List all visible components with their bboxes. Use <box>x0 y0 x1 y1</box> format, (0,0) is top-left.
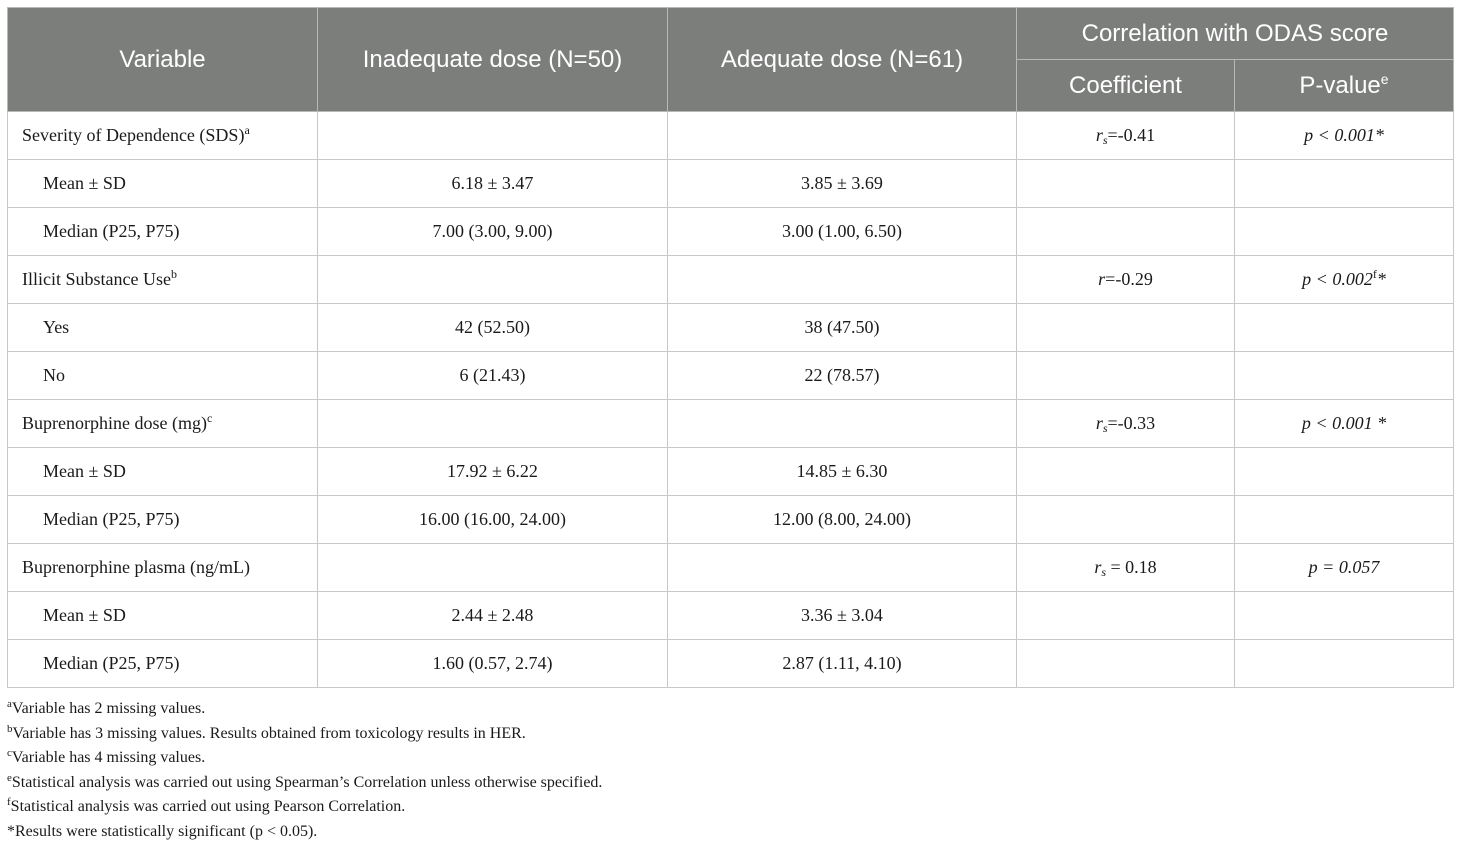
cell-pvalue-empty <box>1235 448 1454 496</box>
variable-footnote-mark: c <box>206 411 213 425</box>
cell-adequate-dose <box>668 256 1017 304</box>
cell-variable <box>8 592 318 640</box>
cell-adequate-dose <box>668 544 1017 592</box>
footnote <box>7 697 602 722</box>
pvalue-text: p < 0.002 <box>1302 269 1373 289</box>
cell-pvalue-empty <box>1235 304 1454 352</box>
pvalue-text: p < 0.001 <box>1301 413 1378 433</box>
cell-coefficient <box>1017 544 1235 592</box>
variable-label: Mean ± SD <box>43 461 126 481</box>
cell-pvalue-empty <box>1235 496 1454 544</box>
table-row-variable <box>8 112 1454 160</box>
cell-inadequate-dose: 6.18 ± 3.47 <box>318 160 668 208</box>
cell-pvalue-empty <box>1235 160 1454 208</box>
footnote-text: Statistical analysis was carried out using Spearman’s Correlation unless otherwise specified. <box>11 773 603 791</box>
table-row-statistic <box>8 352 1454 400</box>
coefficient-value: =-0.41 <box>1107 125 1156 145</box>
coefficient-symbol: r <box>1095 125 1103 145</box>
cell-inadequate-dose <box>318 400 668 448</box>
cell-variable <box>8 112 318 160</box>
cell-inadequate-dose: 2.44 ± 2.48 <box>318 592 668 640</box>
cell-coefficient-empty <box>1017 208 1235 256</box>
cell-coefficient <box>1017 400 1235 448</box>
cell-coefficient-empty <box>1017 304 1235 352</box>
cell-adequate-dose: 12.00 (8.00, 24.00) <box>668 496 1017 544</box>
cell-adequate-dose <box>668 400 1017 448</box>
footnote-mark: c <box>7 747 12 760</box>
cell-adequate-dose: 3.36 ± 3.04 <box>668 592 1017 640</box>
footnote-text: Variable has 2 missing values. <box>11 700 206 717</box>
cell-variable <box>8 208 318 256</box>
header-pvalue <box>1235 60 1454 112</box>
results-table <box>7 7 1454 688</box>
footnote-mark: f <box>7 796 11 809</box>
cell-pvalue-empty <box>1235 352 1454 400</box>
footnote-mark: a <box>7 698 12 710</box>
table-row-statistic <box>8 208 1454 256</box>
cell-variable <box>8 352 318 400</box>
coefficient-value: =-0.29 <box>1105 269 1153 289</box>
table-row-statistic <box>8 592 1454 640</box>
significance-mark: * <box>1374 125 1384 145</box>
cell-coefficient-empty <box>1017 592 1235 640</box>
variable-label: Buprenorphine plasma (ng/mL) <box>22 557 250 577</box>
coefficient-value: =-0.33 <box>1107 413 1156 433</box>
cell-inadequate-dose: 16.00 (16.00, 24.00) <box>318 496 668 544</box>
table-row-statistic <box>8 496 1454 544</box>
cell-variable <box>8 544 318 592</box>
coefficient-symbol: r <box>1095 413 1103 433</box>
footnote <box>7 820 602 845</box>
cell-inadequate-dose: 42 (52.50) <box>318 304 668 352</box>
pvalue-text: p < 0.001 <box>1304 125 1375 145</box>
coefficient-value: = 0.18 <box>1106 557 1157 577</box>
cell-pvalue <box>1235 544 1454 592</box>
variable-label: Buprenorphine dose (mg) <box>22 413 207 433</box>
header-pvalue-label: P-value <box>1299 71 1381 99</box>
cell-adequate-dose: 3.85 ± 3.69 <box>668 160 1017 208</box>
variable-label: Median (P25, P75) <box>43 509 180 529</box>
variable-label: Mean ± SD <box>43 605 126 625</box>
cell-adequate-dose: 22 (78.57) <box>668 352 1017 400</box>
footnote <box>7 746 602 771</box>
cell-adequate-dose <box>668 112 1017 160</box>
cell-adequate-dose: 3.00 (1.00, 6.50) <box>668 208 1017 256</box>
significance-mark: * <box>1376 269 1386 289</box>
cell-pvalue-empty <box>1235 640 1454 688</box>
cell-variable <box>8 496 318 544</box>
table-row-statistic <box>8 640 1454 688</box>
footnote <box>7 771 602 796</box>
table-row-variable <box>8 400 1454 448</box>
cell-variable <box>8 304 318 352</box>
footnote-mark: b <box>7 722 13 735</box>
cell-variable <box>8 400 318 448</box>
table-row-statistic <box>8 160 1454 208</box>
significance-mark: * <box>1377 413 1387 433</box>
cell-coefficient-empty <box>1017 640 1235 688</box>
footnote-text: Statistical analysis was carried out using Pearson Correlation. <box>10 798 406 816</box>
cell-inadequate-dose: 17.92 ± 6.22 <box>318 448 668 496</box>
cell-adequate-dose: 38 (47.50) <box>668 304 1017 352</box>
header-inadequate-dose: Inadequate dose (N=50) <box>318 8 668 112</box>
cell-pvalue <box>1235 112 1454 160</box>
cell-pvalue <box>1235 256 1454 304</box>
coefficient-symbol: r <box>1094 557 1102 577</box>
cell-coefficient <box>1017 112 1235 160</box>
coefficient-symbol: r <box>1098 269 1106 289</box>
table-row-statistic <box>8 448 1454 496</box>
table-header <box>8 8 1454 112</box>
variable-label: Median (P25, P75) <box>43 221 180 241</box>
table-row-variable <box>8 544 1454 592</box>
cell-coefficient-empty <box>1017 160 1235 208</box>
footnote <box>7 795 602 820</box>
header-coefficient: Coefficient <box>1017 60 1235 112</box>
cell-variable <box>8 160 318 208</box>
footnote <box>7 722 602 747</box>
variable-label: Illicit Substance Use <box>22 269 171 289</box>
table-body <box>8 112 1454 688</box>
header-correlation-group: Correlation with ODAS score <box>1017 8 1454 60</box>
cell-pvalue-empty <box>1235 208 1454 256</box>
variable-label: Severity of Dependence (SDS) <box>22 125 245 145</box>
cell-adequate-dose: 2.87 (1.11, 4.10) <box>668 640 1017 688</box>
variable-footnote-mark: b <box>170 267 177 281</box>
footnote-text: *Results were statistically significant (p < 0.05). <box>7 822 318 840</box>
cell-inadequate-dose <box>318 112 668 160</box>
variable-footnote-mark: a <box>244 123 250 137</box>
cell-variable <box>8 448 318 496</box>
header-pvalue-footnote-mark: e <box>1380 70 1389 87</box>
cell-variable <box>8 640 318 688</box>
table-footnotes <box>7 697 602 845</box>
coefficient-subscript: s <box>1102 421 1108 435</box>
cell-inadequate-dose <box>318 256 668 304</box>
variable-label: Median (P25, P75) <box>43 653 180 673</box>
footnote-mark: e <box>7 771 12 784</box>
pvalue-text: p = 0.057 <box>1308 557 1380 577</box>
pvalue-footnote-mark: f <box>1372 267 1377 281</box>
cell-inadequate-dose: 6 (21.43) <box>318 352 668 400</box>
cell-adequate-dose: 14.85 ± 6.30 <box>668 448 1017 496</box>
header-adequate-dose: Adequate dose (N=61) <box>668 8 1017 112</box>
cell-coefficient <box>1017 256 1235 304</box>
cell-variable <box>8 256 318 304</box>
cell-inadequate-dose: 1.60 (0.57, 2.74) <box>318 640 668 688</box>
header-variable: Variable <box>8 8 318 112</box>
table-row-variable <box>8 256 1454 304</box>
footnote-text: Variable has 4 missing values. <box>11 749 206 767</box>
variable-label: Yes <box>43 317 70 337</box>
table-row-statistic <box>8 304 1454 352</box>
cell-inadequate-dose <box>318 544 668 592</box>
footnote-text: Variable has 3 missing values. Results obtained from toxicology results in HER. <box>12 724 526 742</box>
coefficient-subscript: s <box>1101 565 1107 579</box>
cell-coefficient-empty <box>1017 496 1235 544</box>
cell-pvalue-empty <box>1235 592 1454 640</box>
cell-pvalue <box>1235 400 1454 448</box>
cell-inadequate-dose: 7.00 (3.00, 9.00) <box>318 208 668 256</box>
coefficient-subscript: s <box>1102 133 1108 147</box>
variable-label: Mean ± SD <box>43 173 126 193</box>
cell-coefficient-empty <box>1017 352 1235 400</box>
variable-label: No <box>43 365 65 385</box>
cell-coefficient-empty <box>1017 448 1235 496</box>
